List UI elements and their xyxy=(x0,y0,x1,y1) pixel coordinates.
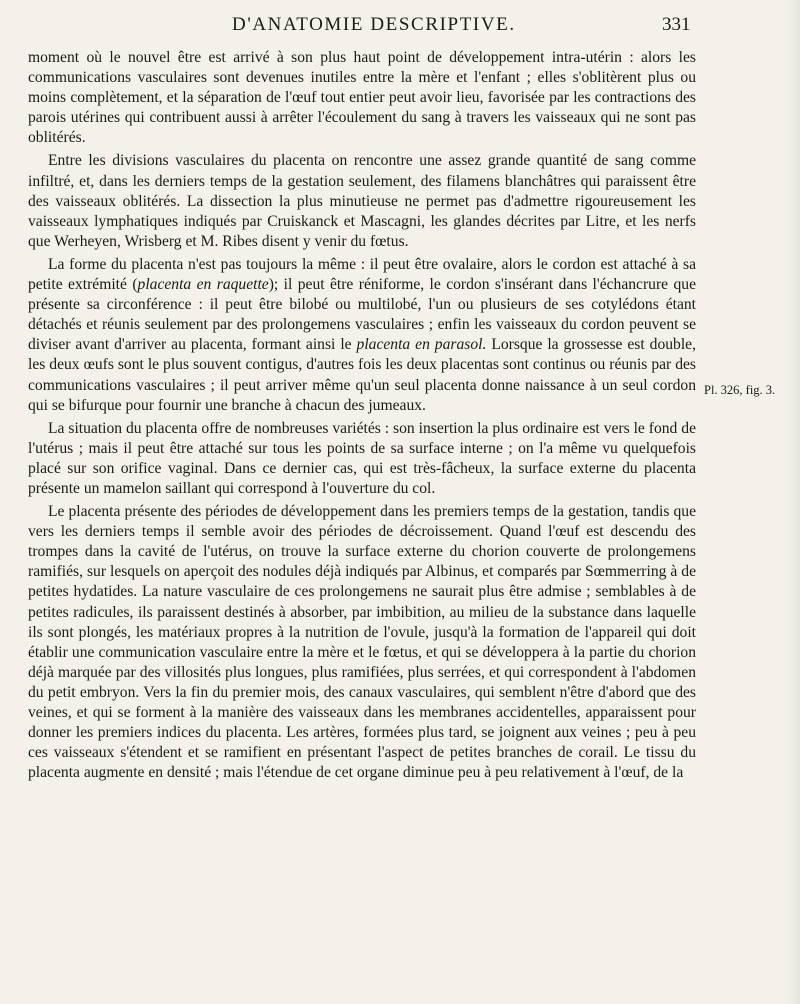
italic-term: placenta en raquette xyxy=(137,276,269,294)
paragraph xyxy=(28,502,696,783)
page-number: 331 xyxy=(662,14,691,35)
text-run: La forme du placenta n'est pas toujours la même : il peut être ovalaire, alors le cordon est attaché à sa petite extrémité ( xyxy=(28,255,696,294)
text-run: Entre les divisions vasculaires du placenta on rencontre une assez grande quantité de sang comme infiltré, et, dans les derniers temps de la gestation seulement, des filamens blanchâtres qui paraissent être des vaisseaux oblitérés. La dissection la plus minutieuse ne permet pas d'admettre rigoureusement les vaisseaux lymphatiques indiqués par Cruiskanck et Mascagni, les glandes décrites par Litre, et les nerfs que Werheyen, Wrisberg et M. Ribes disent y venir du fœtus. xyxy=(28,152,696,250)
page-edge-shadow xyxy=(786,0,800,1004)
marginal-note: Pl. 326, fig. 3. xyxy=(704,383,776,397)
paragraph xyxy=(28,255,696,416)
page-header xyxy=(0,14,800,42)
text-run: La situation du placenta offre de nombreuses variétés : son insertion la plus ordinaire est vers le fond de l'utérus ; mais il peut être attaché sur tous les points de sa surface interne ; on l'a même vu quelquefois placé sur son orifice vaginal. Dans ce dernier cas, qui est très-fâcheux, la surface externe du placenta présente un mamelon saillant qui correspond à l'ouverture du col. xyxy=(28,419,696,497)
text-run: ); il peut être réniforme, le cordon s'insérant dans l'échancrure que présente sa circonférence : il peut être bilobé ou multilobé, l'un ou plusieurs de ses cotylédons étant détachés et réunis seulement par des prolongemens vasculaires ; enfin les vaisseaux du cordon peuvent se diviser avant d'arriver au placenta, formant ainsi le xyxy=(28,276,696,354)
italic-term: placenta en parasol. xyxy=(356,336,487,354)
running-title: D'ANATOMIE DESCRIPTIVE. xyxy=(232,14,516,35)
body-text xyxy=(28,48,696,783)
paragraph xyxy=(28,151,696,251)
text-run: moment où le nouvel être est arrivé à son plus haut point de développement intra-utérin : alors les communications vasculaires sont devenues inutiles entre la mère et l'enfant ; elles s'oblitèrent plus ou moins complètement, et la séparation de l'œuf tout entier peut avoir lieu, favorisée par les contractions des parois utérines qui contribuent aussi à arrêter l'écoulement du sang à travers les vaisseaux qui ne sont pas oblitérés. xyxy=(28,49,696,147)
paragraph xyxy=(28,419,696,499)
paragraph xyxy=(28,48,696,148)
text-run: Lorsque la grossesse est double, les deux œufs sont le plus souvent contigus, d'autres fois les deux placentas sont continus ou réunis par des communications vasculaires ; il peut arriver même qu'un seul placenta donne naissance à un seul cordon qui se bifurque pour fournir une branche à chacun des jumeaux. xyxy=(28,336,696,414)
text-run: Le placenta présente des périodes de développement dans les premiers temps de la gestation, tandis que vers les derniers temps il semble avoir des périodes de décroissement. Quand l'œuf est descendu des trompes dans la cavité de l'utérus, on trouve la surface externe du chorion couverte de prolongemens ramifiés, sur lesquels on aperçoit des nodules déjà indiqués par Albinus, et comparés par Sœmmerring à de petites hydatides. La nature vasculaire de ces prolongemens ne saurait plus être admise ; semblables à de petites radicules, ils paraissent destinés à absorber, par imbibition, au milieu de la substance dans laquelle ils sont plongés, les matériaux propres à la nutrition de l'ovule, jusqu'à la formation de l'appareil qui doit établir une communication vasculaire entre la mère et le fœtus, et qui se développera à la partie du chorion déjà marquée par des villosités plus longues, plus ramifiées, plus serrées, et qui correspondent à l'abdomen du petit embryon. Vers la fin du premier mois, des canaux vasculaires, qui semblent n'être d'abord que des veines, et qui se forment à la manière des vaisseaux dans les membranes accidentelles, apparaissent pour donner les premiers indices du placenta. Les artères, formées plus tard, se joignent aux veines ; peu à peu ces vaisseaux s'étendent et se ramifient en présentant l'aspect de petites branches de corail. Le tissu du placenta augmente en densité ; mais l'étendue de cet organe diminue peu à peu relativement à l'œuf, de la xyxy=(28,503,696,782)
